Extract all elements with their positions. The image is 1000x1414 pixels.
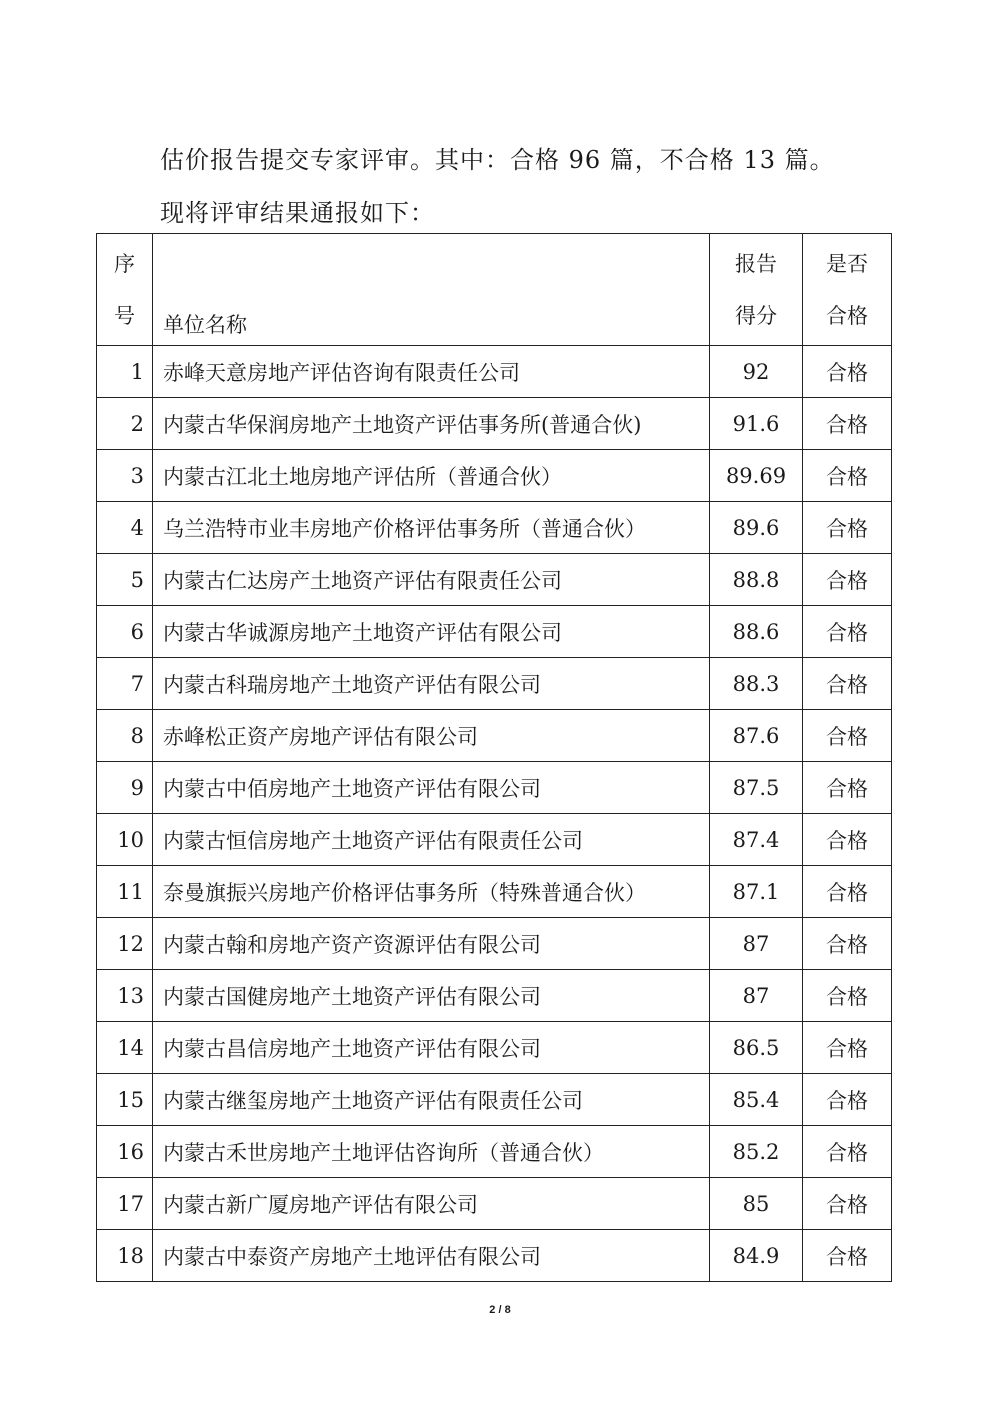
row-result: 合格 — [803, 1022, 892, 1074]
header-pass-line-1: 是否 — [826, 251, 868, 276]
row-result: 合格 — [803, 346, 892, 398]
row-score: 87 — [710, 918, 803, 970]
table-row — [97, 762, 892, 814]
row-score: 87 — [710, 970, 803, 1022]
row-company-name: 内蒙古中佰房地产土地资产评估有限公司 — [153, 762, 710, 814]
header-pass — [803, 234, 892, 346]
row-number: 12 — [97, 918, 153, 970]
row-score: 87.5 — [710, 762, 803, 814]
row-result: 合格 — [803, 814, 892, 866]
table-row — [97, 866, 892, 918]
row-company-name: 内蒙古恒信房地产土地资产评估有限责任公司 — [153, 814, 710, 866]
header-index — [97, 234, 153, 346]
row-score: 89.69 — [710, 450, 803, 502]
table-row — [97, 398, 892, 450]
row-number: 6 — [97, 606, 153, 658]
row-result: 合格 — [803, 1074, 892, 1126]
row-result: 合格 — [803, 866, 892, 918]
row-result: 合格 — [803, 1126, 892, 1178]
row-company-name: 内蒙古中泰资产房地产土地评估有限公司 — [153, 1230, 710, 1282]
row-company-name: 内蒙古仁达房产土地资产评估有限责任公司 — [153, 554, 710, 606]
table-row — [97, 658, 892, 710]
row-result: 合格 — [803, 398, 892, 450]
row-company-name: 内蒙古继玺房地产土地资产评估有限责任公司 — [153, 1074, 710, 1126]
row-number: 8 — [97, 710, 153, 762]
row-number: 11 — [97, 866, 153, 918]
row-number: 1 — [97, 346, 153, 398]
row-score: 85.4 — [710, 1074, 803, 1126]
row-score: 87.1 — [710, 866, 803, 918]
table-row — [97, 1022, 892, 1074]
header-name: 单位名称 — [153, 234, 710, 346]
row-company-name: 内蒙古禾世房地产土地评估咨询所（普通合伙） — [153, 1126, 710, 1178]
row-number: 4 — [97, 502, 153, 554]
row-number: 5 — [97, 554, 153, 606]
row-result: 合格 — [803, 970, 892, 1022]
row-number: 13 — [97, 970, 153, 1022]
table-row — [97, 918, 892, 970]
row-number: 3 — [97, 450, 153, 502]
row-result: 合格 — [803, 762, 892, 814]
row-company-name: 赤峰松正资产房地产评估有限公司 — [153, 710, 710, 762]
row-number: 18 — [97, 1230, 153, 1282]
table-row — [97, 450, 892, 502]
row-result: 合格 — [803, 1178, 892, 1230]
row-score: 89.6 — [710, 502, 803, 554]
table-row — [97, 554, 892, 606]
row-company-name: 乌兰浩特市业丰房地产价格评估事务所（普通合伙） — [153, 502, 710, 554]
header-index-line-2: 号 — [114, 303, 135, 328]
table-row — [97, 1230, 892, 1282]
row-number: 9 — [97, 762, 153, 814]
row-score: 84.9 — [710, 1230, 803, 1282]
header-pass-line-2: 合格 — [826, 303, 868, 328]
table-row — [97, 970, 892, 1022]
row-company-name: 内蒙古科瑞房地产土地资产评估有限公司 — [153, 658, 710, 710]
header-score — [710, 234, 803, 346]
page-indicator: 2 / 8 — [489, 1304, 511, 1316]
table-row — [97, 502, 892, 554]
row-company-name: 内蒙古华诚源房地产土地资产评估有限公司 — [153, 606, 710, 658]
row-company-name: 内蒙古昌信房地产土地资产评估有限公司 — [153, 1022, 710, 1074]
row-company-name: 内蒙古翰和房地产资产资源评估有限公司 — [153, 918, 710, 970]
header-score-line-2: 得分 — [735, 303, 777, 328]
row-number: 7 — [97, 658, 153, 710]
row-result: 合格 — [803, 658, 892, 710]
table-row — [97, 1074, 892, 1126]
row-result: 合格 — [803, 502, 892, 554]
row-result: 合格 — [803, 918, 892, 970]
row-score: 92 — [710, 346, 803, 398]
row-result: 合格 — [803, 710, 892, 762]
row-score: 88.6 — [710, 606, 803, 658]
row-company-name: 赤峰天意房地产评估咨询有限责任公司 — [153, 346, 710, 398]
row-number: 10 — [97, 814, 153, 866]
row-result: 合格 — [803, 554, 892, 606]
table-row — [97, 1126, 892, 1178]
row-company-name: 内蒙古新广厦房地产评估有限公司 — [153, 1178, 710, 1230]
table-row — [97, 346, 892, 398]
row-score: 91.6 — [710, 398, 803, 450]
header-score-line-1: 报告 — [735, 251, 777, 276]
header-index-line-1: 序 — [114, 251, 135, 276]
row-company-name: 内蒙古国健房地产土地资产评估有限公司 — [153, 970, 710, 1022]
row-number: 2 — [97, 398, 153, 450]
row-number: 16 — [97, 1126, 153, 1178]
table-header-row — [97, 234, 892, 346]
row-number: 17 — [97, 1178, 153, 1230]
row-company-name: 内蒙古江北土地房地产评估所（普通合伙） — [153, 450, 710, 502]
table-row — [97, 710, 892, 762]
row-company-name: 内蒙古华保润房地产土地资产评估事务所(普通合伙) — [153, 398, 710, 450]
row-number: 15 — [97, 1074, 153, 1126]
row-score: 87.4 — [710, 814, 803, 866]
row-company-name: 奈曼旗振兴房地产价格评估事务所（特殊普通合伙） — [153, 866, 710, 918]
table-row — [97, 814, 892, 866]
row-score: 85 — [710, 1178, 803, 1230]
row-score: 88.3 — [710, 658, 803, 710]
row-score: 85.2 — [710, 1126, 803, 1178]
row-result: 合格 — [803, 450, 892, 502]
review-results-table — [96, 233, 892, 1282]
intro-line-1: 估价报告提交专家评审。其中：合格 96 篇，不合格 13 篇。 — [160, 146, 835, 174]
row-score: 87.6 — [710, 710, 803, 762]
row-score: 88.8 — [710, 554, 803, 606]
row-result: 合格 — [803, 606, 892, 658]
row-score: 86.5 — [710, 1022, 803, 1074]
row-result: 合格 — [803, 1230, 892, 1282]
row-number: 14 — [97, 1022, 153, 1074]
intro-line-2: 现将评审结果通报如下： — [160, 199, 435, 227]
table-row — [97, 606, 892, 658]
table-row — [97, 1178, 892, 1230]
